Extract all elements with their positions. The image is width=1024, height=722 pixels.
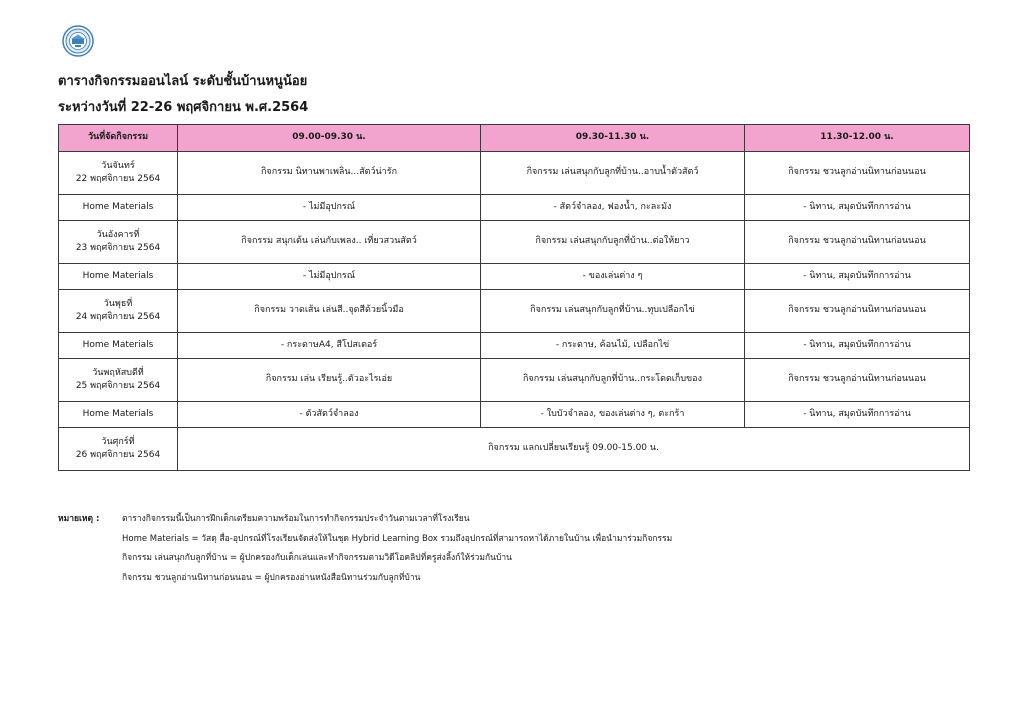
notes-list — [122, 510, 672, 588]
activity-cell: กิจกรรม นิทานพาเพลิน...สัตว์น่ารัก — [178, 152, 481, 195]
materials-cell: - ของเล่นต่าง ๆ — [481, 264, 745, 290]
day-date: 26 พฤศจิกายน 2564 — [75, 450, 161, 460]
header-slot-2: 09.30-11.30 น. — [481, 125, 745, 152]
materials-cell: - ไม่มีอุปกรณ์ — [178, 195, 481, 221]
day-cell — [59, 428, 178, 471]
activity-cell: กิจกรรม สนุกเต้น เล่นกับเพลง.. เที่ยวสวนสัตว์ — [178, 221, 481, 264]
materials-cell: - ตัวสัตว์จำลอง — [178, 402, 481, 428]
header-slot-3: 11.30-12.00 น. — [745, 125, 970, 152]
materials-cell: - สัตว์จำลอง, ฟองน้ำ, กะละมัง — [481, 195, 745, 221]
activity-cell: กิจกรรม เล่นสนุกกับลูกที่บ้าน..กระโดดเก็บของ — [481, 359, 745, 402]
table-row — [59, 152, 970, 195]
materials-cell: - กระดาษ, ค้อนไม้, เปลือกไข่ — [481, 333, 745, 359]
header-date: วันที่จัดกิจกรรม — [59, 125, 178, 152]
activity-cell: กิจกรรม ชวนลูกอ่านนิทานก่อนนอน — [745, 290, 970, 333]
materials-cell: - ใบบัวจำลอง, ของเล่นต่าง ๆ, ตะกร้า — [481, 402, 745, 428]
table-row — [59, 359, 970, 402]
day-date: 25 พฤศจิกายน 2564 — [75, 381, 161, 391]
materials-label: Home Materials — [59, 264, 178, 290]
activity-cell-fullday: กิจกรรม แลกเปลี่ยนเรียนรู้ 09.00-15.00 น. — [178, 428, 970, 471]
activity-cell: กิจกรรม ชวนลูกอ่านนิทานก่อนนอน — [745, 221, 970, 264]
day-cell — [59, 152, 178, 195]
day-name: วันพฤหัสบดีที่ — [92, 367, 144, 378]
materials-label: Home Materials — [59, 333, 178, 359]
day-date: 22 พฤศจิกายน 2564 — [75, 174, 161, 184]
school-seal-icon — [62, 25, 94, 57]
table-row — [59, 333, 970, 359]
notes-label: หมายเหตุ : — [58, 514, 100, 524]
day-name: วันอังคารที่ — [96, 229, 140, 240]
activity-cell: กิจกรรม เล่นสนุกกับลูกที่บ้าน..ต่อให้ยาว — [481, 221, 745, 264]
table-header-row — [59, 125, 970, 152]
note-item: กิจกรรม เล่นสนุกกับลูกที่บ้าน = ผู้ปกครองกับเด็กเล่นและทำกิจกรรมตามวิดีโอคลิปที่ครูส่งลิ้งก์ให้ร่วมกันบ้าน — [122, 553, 512, 563]
materials-cell: - นิทาน, สมุดบันทึกการอ่าน — [745, 402, 970, 428]
page-title: ตารางกิจกรรมออนไลน์ ระดับชั้นบ้านหนูน้อย — [58, 74, 308, 89]
day-cell — [59, 359, 178, 402]
table-row — [59, 290, 970, 333]
day-name: วันจันทร์ — [101, 160, 135, 171]
note-item: กิจกรรม ชวนลูกอ่านนิทานก่อนนอน = ผู้ปกครองอ่านหนังสือนิทานร่วมกับลูกที่บ้าน — [122, 572, 421, 583]
materials-cell: - กระดาษA4, สีโปสเตอร์ — [178, 333, 481, 359]
day-name: วันพุธที่ — [103, 298, 133, 309]
materials-cell: - นิทาน, สมุดบันทึกการอ่าน — [745, 195, 970, 221]
table-row — [59, 428, 970, 471]
table-row — [59, 264, 970, 290]
activity-cell: กิจกรรม เล่นสนุกกับลูกที่บ้าน..ทุบเปลือกไข่ — [481, 290, 745, 333]
materials-cell: - นิทาน, สมุดบันทึกการอ่าน — [745, 264, 970, 290]
activity-cell: กิจกรรม ชวนลูกอ่านนิทานก่อนนอน — [745, 359, 970, 402]
day-date: 24 พฤศจิกายน 2564 — [75, 312, 161, 322]
day-cell — [59, 221, 178, 264]
schedule-table — [58, 124, 970, 471]
activity-cell: กิจกรรม วาดเส้น เล่นสี..จุดสีด้วยนิ้วมือ — [178, 290, 481, 333]
materials-cell: - ไม่มีอุปกรณ์ — [178, 264, 481, 290]
table-row — [59, 402, 970, 428]
materials-cell: - นิทาน, สมุดบันทึกการอ่าน — [745, 333, 970, 359]
materials-label: Home Materials — [59, 402, 178, 428]
materials-label: Home Materials — [59, 195, 178, 221]
table-row — [59, 221, 970, 264]
day-date: 23 พฤศจิกายน 2564 — [75, 243, 161, 253]
day-name: วันศุกร์ที่ — [101, 436, 135, 447]
activity-cell: กิจกรรม เล่นสนุกกับลูกที่บ้าน..อาบน้ำตัวสัตว์ — [481, 152, 745, 195]
note-item: Home Materials = วัสดุ สื่อ-อุปกรณ์ที่โรงเรียนจัดส่งให้ในชุด Hybrid Learning Box รวมถึงอุปกรณ์ที่สามารถหาได้ภายในบ้าน เพื่อนำมาร่วมกิจกรรม — [122, 533, 673, 544]
page-subtitle: ระหว่างวันที่ 22-26 พฤศจิกายน พ.ศ.2564 — [58, 100, 309, 115]
note-item: ตารางกิจกรรมนี้เป็นการฝึกเด็กเตรียมความพร้อมในการทำกิจกรรมประจำวันตามเวลาที่โรงเรียน — [122, 514, 470, 524]
day-cell — [59, 290, 178, 333]
table-row — [59, 195, 970, 221]
activity-cell: กิจกรรม เล่น เรียนรู้..ตัวอะไรเอ่ย — [178, 359, 481, 402]
activity-cell: กิจกรรม ชวนลูกอ่านนิทานก่อนนอน — [745, 152, 970, 195]
header-slot-1: 09.00-09.30 น. — [178, 125, 481, 152]
